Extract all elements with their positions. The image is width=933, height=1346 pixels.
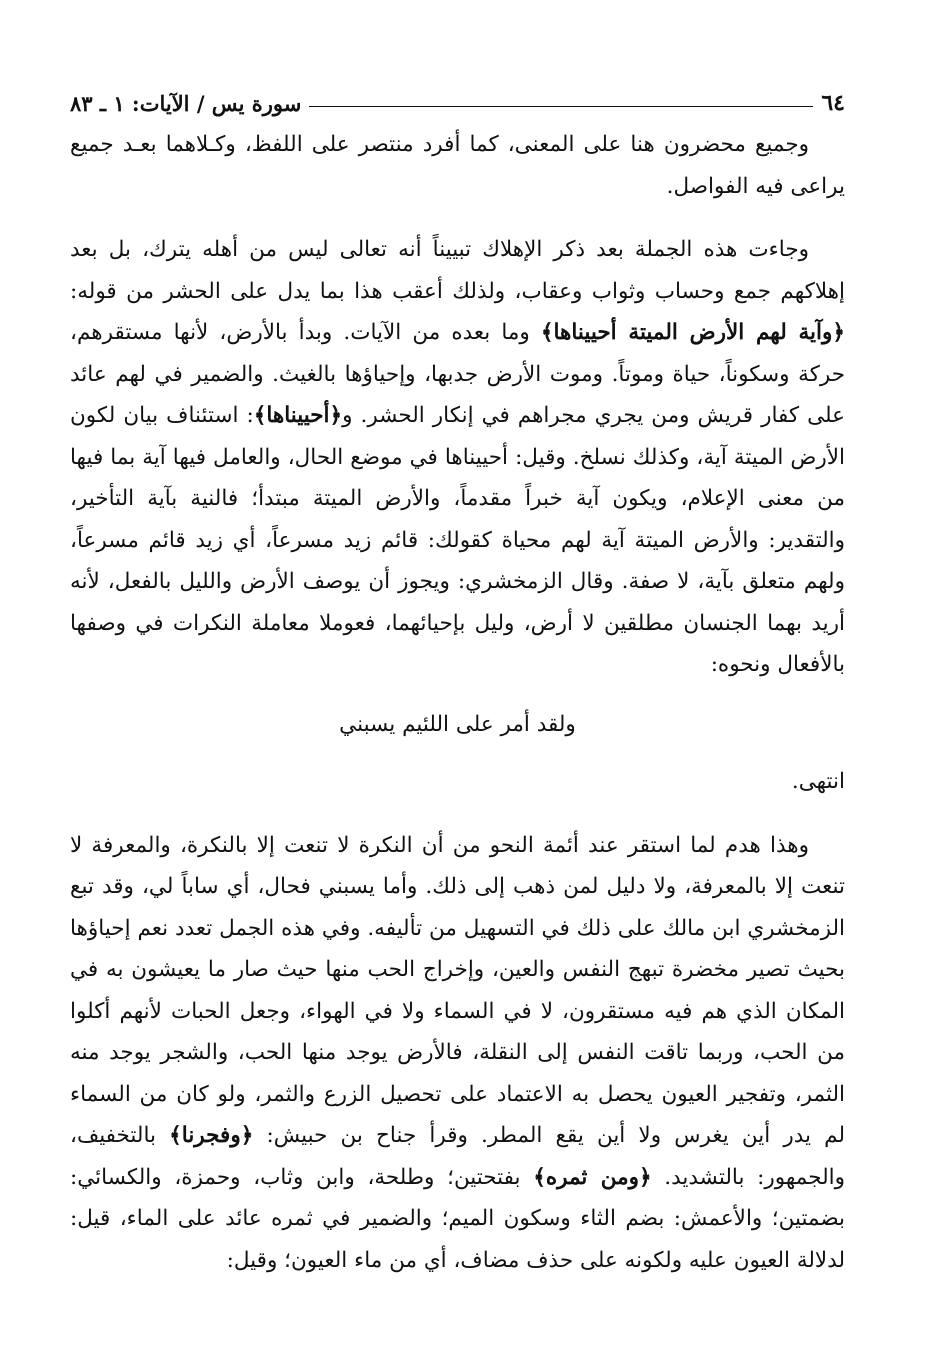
paragraph-2-part-b: وما بعده من الآيات. وبدأ بالأرض، لأنها مستقرهم، حركة وسكوناً، حياة وموتاً. وموت الأرض جدبها، وإحياؤها بالغيث. والضمير في لهم عائد على كفار قريش ومن يجري مجراهم في إنكار الحشر. و — [70, 320, 845, 428]
quran-quote: ﴿أحييناها﴾ — [253, 403, 343, 428]
paragraph-end-note: انتهى. — [791, 769, 845, 794]
paragraph-3-part-b: بالتخفيف، والجمهور: بالتشديد. — [70, 1123, 845, 1190]
paragraph-2-part-a: وجاءت هذه الجملة بعد ذكر الإهلاك تبييناً أنه تعالى ليس من أهله يترك، بل بعد إهلاكهم جمع وحساب وثواب وعقاب، ولذلك أعقب هذا بما يدل على الحشر من قوله: — [70, 237, 845, 304]
paragraph-3 — [70, 825, 845, 1282]
paragraph-3-part-a: وهذا هدم لما استقر عند أئمة النحو من أن النكرة لا تنعت إلا بالنكرة، والمعرفة لا تنعت إلا بالمعرفة، ولا دليل لمن ذهب إلى ذلك. وأما يسبني فحال، أي ساباً لي، وقد تبع الزمخشري ابن مالك على ذلك في التسهيل من تأليفه. وفي هذه الجمل تعدد نعم إحياؤها بحيث تصير مخضرة تبهج النفس والعين، وإخراج الحب منها حيث صار ما يعيشون به في المكان الذي هم فيه مستقرون، لا في السماء ولا في الهواء، وجعل الحبات لأنهم أكلوا من الحب، وربما تاقت النفس إلى النقلة، فالأرض يوجد منها الحب، والشجر يوجد منه الثمر، وتفجير العيون يحصل به الاعتماد على تحصيل الزرع والثمر، ولو كان من السماء لم يدر أين يغرس ولا أين يقع المطر. وقرأ جناح بن حبيش: — [70, 832, 845, 1148]
header-rule — [309, 106, 813, 107]
quran-quote: ﴿وفجرنا﴾ — [169, 1123, 254, 1148]
header-title: سورة يس / الآيات: ١ ـ ٨٣ — [70, 91, 302, 116]
page-body — [70, 124, 845, 1281]
paragraph-1: وجميع محضرون هنا على المعنى، كما أفرد منتصر على اللفظ، وكـلاهما بعـد جميع يراعى فيه الفواصل. — [70, 132, 845, 199]
page-number: ٦٤ — [821, 90, 845, 116]
paragraph-2 — [70, 229, 845, 686]
running-header — [70, 82, 845, 116]
paragraph-2-part-c: : استئناف بيان لكون الأرض الميتة آية، وكذلك نسلخ. وقيل: أحييناها في موضع الحال، والعامل فيها آية بما فيها من معنى الإعلام، ويكون آية خبراً مقدماً، والأرض الميتة مبتدأ؛ فالنية بآية التأخير، والتقدير: والأرض الميتة آية لهم محياة كقولك: قائم زيد مسرعاً، أي زيد قائم مسرعاً، ولهم متعلق بآية، لا صفة. وقال الزمخشري: ويجوز أن يوصف الأرض والليل بالفعل، لأنه أريد بهما الجنسان مطلقين لا أرض، وليل بإحيائهما، فعوملا معاملة النكرات في وصفها بالأفعال ونحوه: — [70, 403, 845, 677]
quran-quote: ﴿ومن ثمره﴾ — [533, 1164, 652, 1190]
poetry-verse: ولقد أمر على اللئيم يسبني — [339, 711, 576, 737]
paragraph-3-part-c: بفتحتين؛ وطلحة، وابن وثاب، وحمزة، والكسائي: بضمتين؛ والأعمش: بضم الثاء وسكون الميم؛ والضمير في ثمره عائد على الماء، قيل: لدلالة العيون عليه ولكونه على حذف مضاف، أي من ماء العيون؛ وقيل: — [70, 1164, 845, 1273]
quran-quote: ﴿وآية لهم الأرض الميتة أحييناها﴾ — [540, 320, 845, 345]
